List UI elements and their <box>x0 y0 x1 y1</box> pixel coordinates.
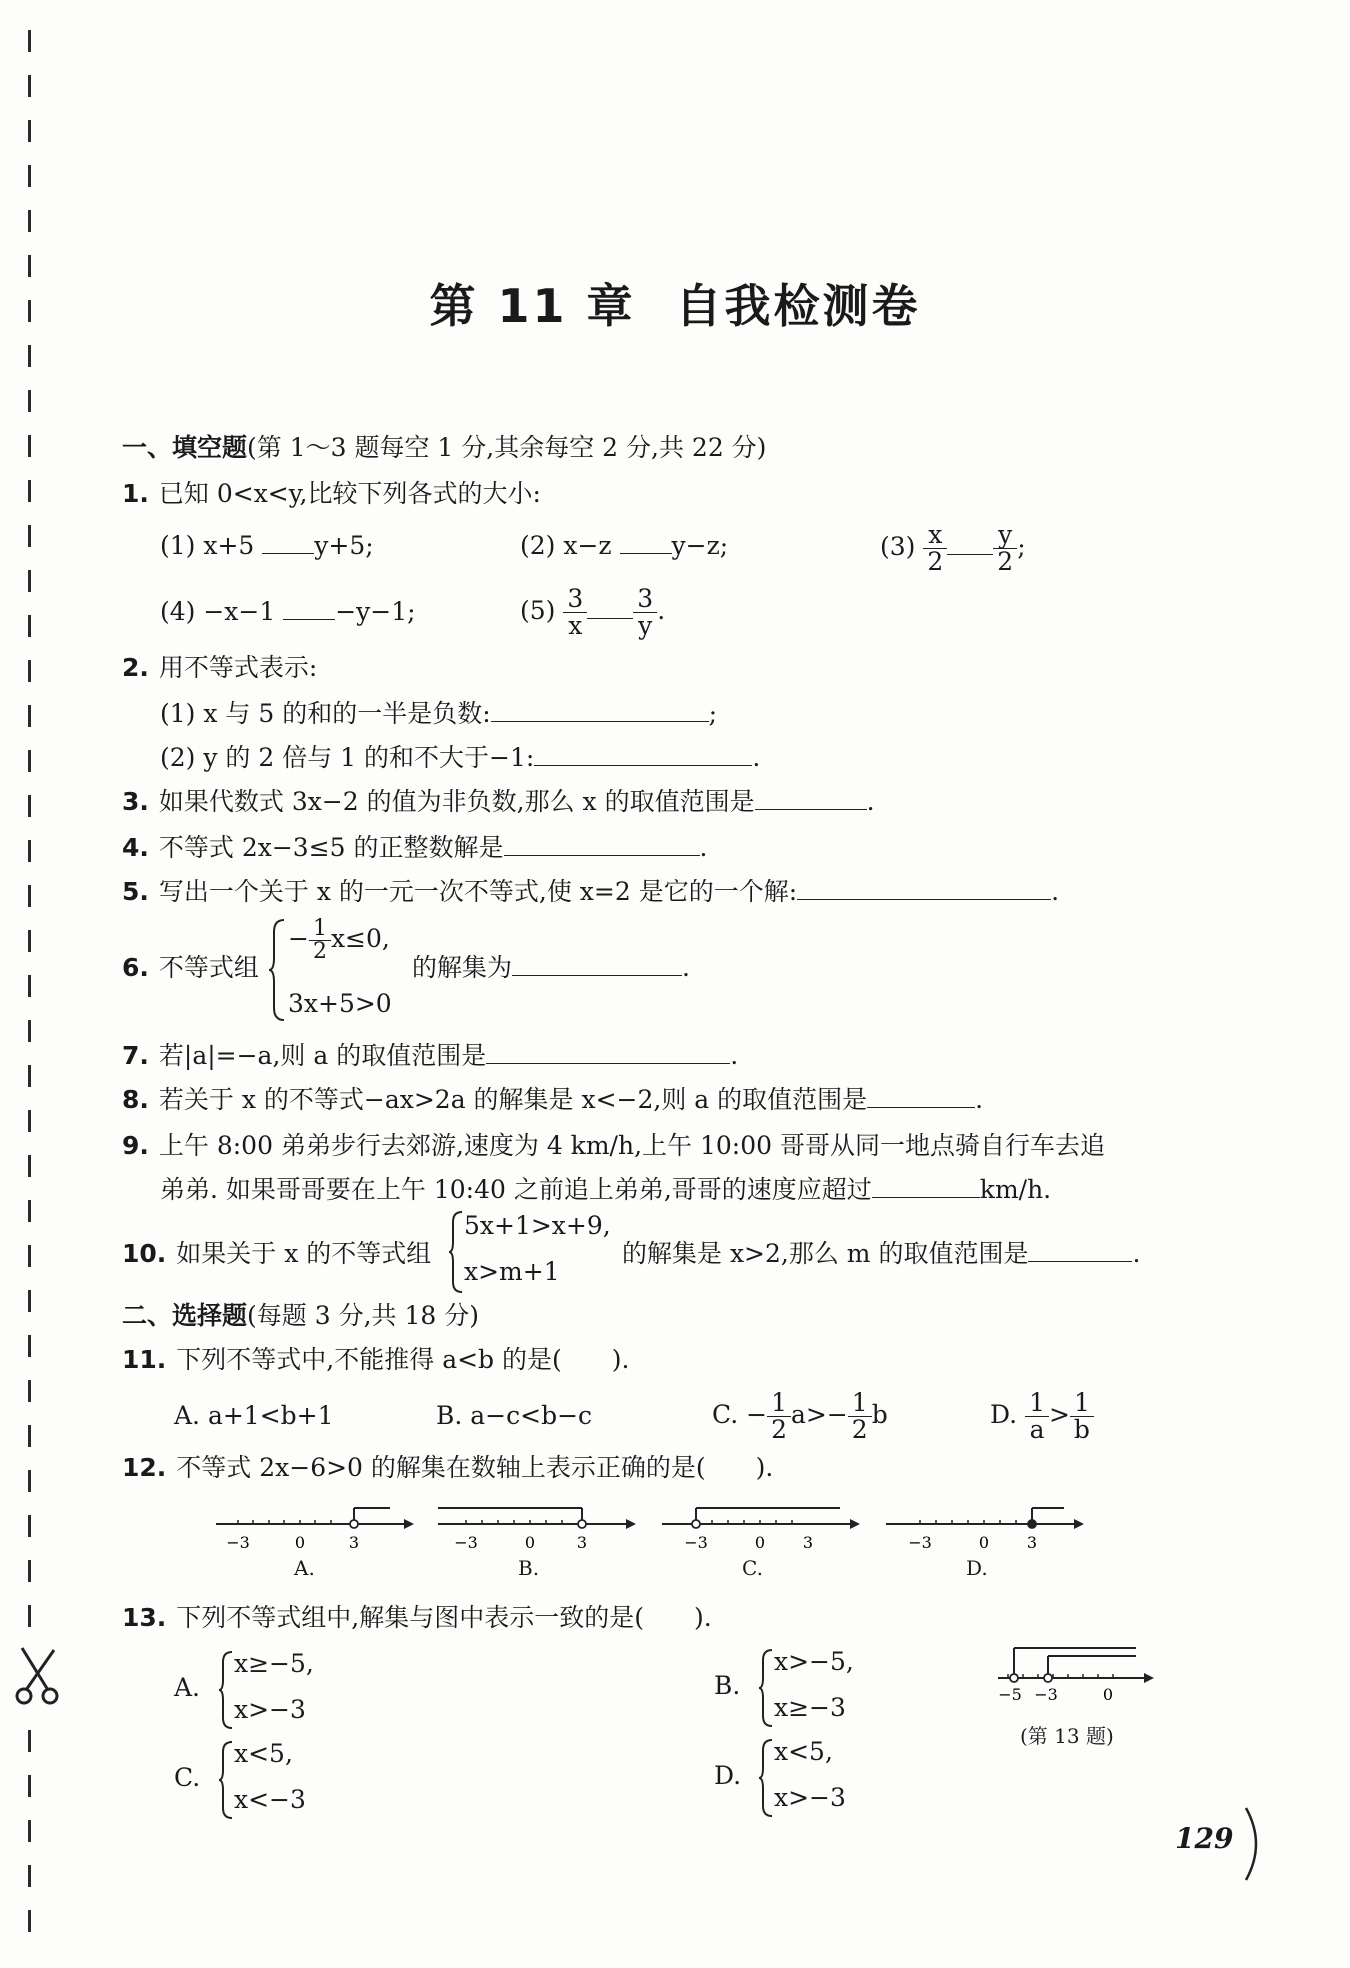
answer-blank[interactable] <box>283 597 335 620</box>
page-title <box>0 270 1350 336</box>
brace-icon <box>218 1650 234 1730</box>
svg-text:3: 3 <box>1026 1533 1038 1552</box>
option-d[interactable]: D. <box>714 1761 742 1790</box>
option-b-line-1: x>−5, <box>774 1647 854 1676</box>
question-10-line-1: 5x+1>x+9, <box>464 1211 611 1240</box>
page-number-bracket <box>1242 1806 1268 1882</box>
question-1-part-3: (3) $\frac{x}{2}$ $\frac{y}{2}$ ; <box>880 520 1026 576</box>
question-2-stem: 2. 用不等式表示: <box>122 653 318 682</box>
question-7: 7. 若|a|=−a,则 a 的取值范围是 . <box>122 1041 739 1070</box>
answer-blank[interactable] <box>947 532 993 555</box>
answer-blank[interactable] <box>1028 1239 1132 1262</box>
question-9-line-1: 9. 上午 8:00 弟弟步行去郊游,速度为 4 km/h,上午 10:00 哥哥从同一地点骑自行车去追 <box>122 1131 1105 1160</box>
scissors-icon <box>14 1646 64 1706</box>
brace-icon <box>448 1210 464 1294</box>
figure-caption: (第 13 题) <box>1020 1724 1114 1748</box>
option-b[interactable]: B. <box>518 1556 540 1580</box>
question-3: 3. 如果代数式 3x−2 的值为非负数,那么 x 的取值范围是 . <box>122 787 875 816</box>
svg-text:0: 0 <box>1102 1685 1114 1704</box>
answer-blank[interactable] <box>534 743 752 766</box>
answer-blank[interactable] <box>512 953 682 976</box>
question-6-line-2: 3x+5>0 <box>288 989 392 1018</box>
question-11-stem: 11. 下列不等式中,不能推得 a<b 的是( ). <box>122 1345 630 1374</box>
svg-text:3: 3 <box>348 1533 360 1552</box>
number-line-b <box>436 1496 636 1556</box>
question-1-part-1: (1) x+5 y+5; <box>160 531 374 560</box>
chapter-label: 第 11 章 <box>429 279 636 333</box>
option-d[interactable]: D. <box>966 1556 988 1580</box>
brace-icon <box>268 918 286 1022</box>
svg-text:−3: −3 <box>226 1533 250 1552</box>
answer-blank[interactable] <box>587 596 633 619</box>
option-c-line-1: x<5, <box>234 1739 293 1768</box>
number-line-d <box>884 1496 1084 1556</box>
test-name: 自我检测卷 <box>675 279 921 333</box>
svg-text:0: 0 <box>978 1533 990 1552</box>
svg-text:−3: −3 <box>908 1533 932 1552</box>
option-d-line-1: x<5, <box>774 1737 833 1766</box>
number-line-a <box>214 1496 414 1556</box>
brace-icon <box>218 1740 234 1820</box>
svg-text:−3: −3 <box>684 1533 708 1552</box>
option-b[interactable]: B. <box>714 1671 741 1700</box>
brace-icon <box>758 1648 774 1728</box>
question-4: 4. 不等式 2x−3≤5 的正整数解是 . <box>122 833 708 862</box>
question-6-line-1: − $\frac{1}{2}$ x≤0, <box>288 916 390 964</box>
question-10-line-2: x>m+1 <box>464 1257 560 1286</box>
question-8: 8. 若关于 x 的不等式−ax>2a 的解集是 x<−2,则 a 的取值范围是 . <box>122 1085 984 1114</box>
number-line-c <box>660 1496 860 1556</box>
svg-text:0: 0 <box>754 1533 766 1552</box>
question-1-part-2: (2) x−z y−z; <box>520 531 729 560</box>
question-2-part-2: (2) y 的 2 倍与 1 的和不大于−1: . <box>160 743 761 772</box>
option-c[interactable]: C. <box>742 1556 763 1580</box>
svg-text:3: 3 <box>576 1533 588 1552</box>
question-9-line-2: 弟弟. 如果哥哥要在上午 10:40 之前追上弟弟,哥哥的速度应超过 km/h. <box>160 1175 1052 1204</box>
option-a[interactable]: A. a+1<b+1 <box>174 1401 334 1430</box>
svg-text:−3: −3 <box>454 1533 478 1552</box>
answer-blank[interactable] <box>491 699 709 722</box>
answer-blank[interactable] <box>262 531 314 554</box>
question-12-stem: 12. 不等式 2x−6>0 的解集在数轴上表示正确的是( ). <box>122 1453 774 1482</box>
svg-text:−5: −5 <box>998 1685 1022 1704</box>
question-2-part-1: (1) x 与 5 的和的一半是负数: ; <box>160 699 718 728</box>
answer-blank[interactable] <box>797 877 1051 900</box>
section-heading: 一、填空题(第 1～3 题每空 1 分,其余每空 2 分,共 22 分) <box>122 433 767 462</box>
option-b[interactable]: B. a−c<b−c <box>436 1401 593 1430</box>
number-line-figure <box>996 1644 1156 1704</box>
option-a[interactable]: A. <box>294 1556 315 1580</box>
page-number: 129 <box>1175 1822 1234 1855</box>
question-10-tail: 的解集是 x>2,那么 m 的取值范围是 . <box>622 1239 1141 1268</box>
option-a[interactable]: A. <box>174 1673 201 1702</box>
question-13-stem: 13. 下列不等式组中,解集与图中表示一致的是( ). <box>122 1603 712 1632</box>
brace-icon <box>758 1738 774 1818</box>
answer-blank[interactable] <box>755 787 867 810</box>
answer-blank[interactable] <box>872 1175 980 1198</box>
option-a-line-1: x≥−5, <box>234 1649 314 1678</box>
question-6-label: 6. 不等式组 <box>122 953 259 982</box>
option-b-line-2: x≥−3 <box>774 1693 846 1722</box>
answer-blank[interactable] <box>486 1041 730 1064</box>
answer-blank[interactable] <box>620 531 672 554</box>
option-a-line-2: x>−3 <box>234 1695 306 1724</box>
question-1-part-5: (5) $\frac{3}{x}$ $\frac{3}{y}$ . <box>520 584 666 640</box>
svg-text:3: 3 <box>802 1533 814 1552</box>
option-c[interactable]: C. − $\frac{1}{2}$ a>− $\frac{1}{2}$ b <box>712 1388 888 1444</box>
question-5: 5. 写出一个关于 x 的一元一次不等式,使 x=2 是它的一个解: . <box>122 877 1060 906</box>
option-c[interactable]: C. <box>174 1763 201 1792</box>
svg-text:0: 0 <box>524 1533 536 1552</box>
option-d[interactable]: D. $\frac{1}{a}$ > $\frac{1}{b}$ <box>990 1390 1094 1443</box>
svg-text:0: 0 <box>294 1533 306 1552</box>
question-1-part-4: (4) −x−1 −y−1; <box>160 597 416 626</box>
answer-blank[interactable] <box>504 833 700 856</box>
svg-text:−3: −3 <box>1034 1685 1058 1704</box>
question-6-tail: 的解集为 . <box>412 953 690 982</box>
answer-blank[interactable] <box>867 1085 975 1108</box>
question-10-label: 10. 如果关于 x 的不等式组 <box>122 1239 432 1268</box>
section-heading: 二、选择题(每题 3 分,共 18 分) <box>122 1301 479 1330</box>
option-d-line-2: x>−3 <box>774 1783 846 1812</box>
question-1-stem: 1. 已知 0<x<y,比较下列各式的大小: <box>122 479 541 508</box>
option-c-line-2: x<−3 <box>234 1785 306 1814</box>
